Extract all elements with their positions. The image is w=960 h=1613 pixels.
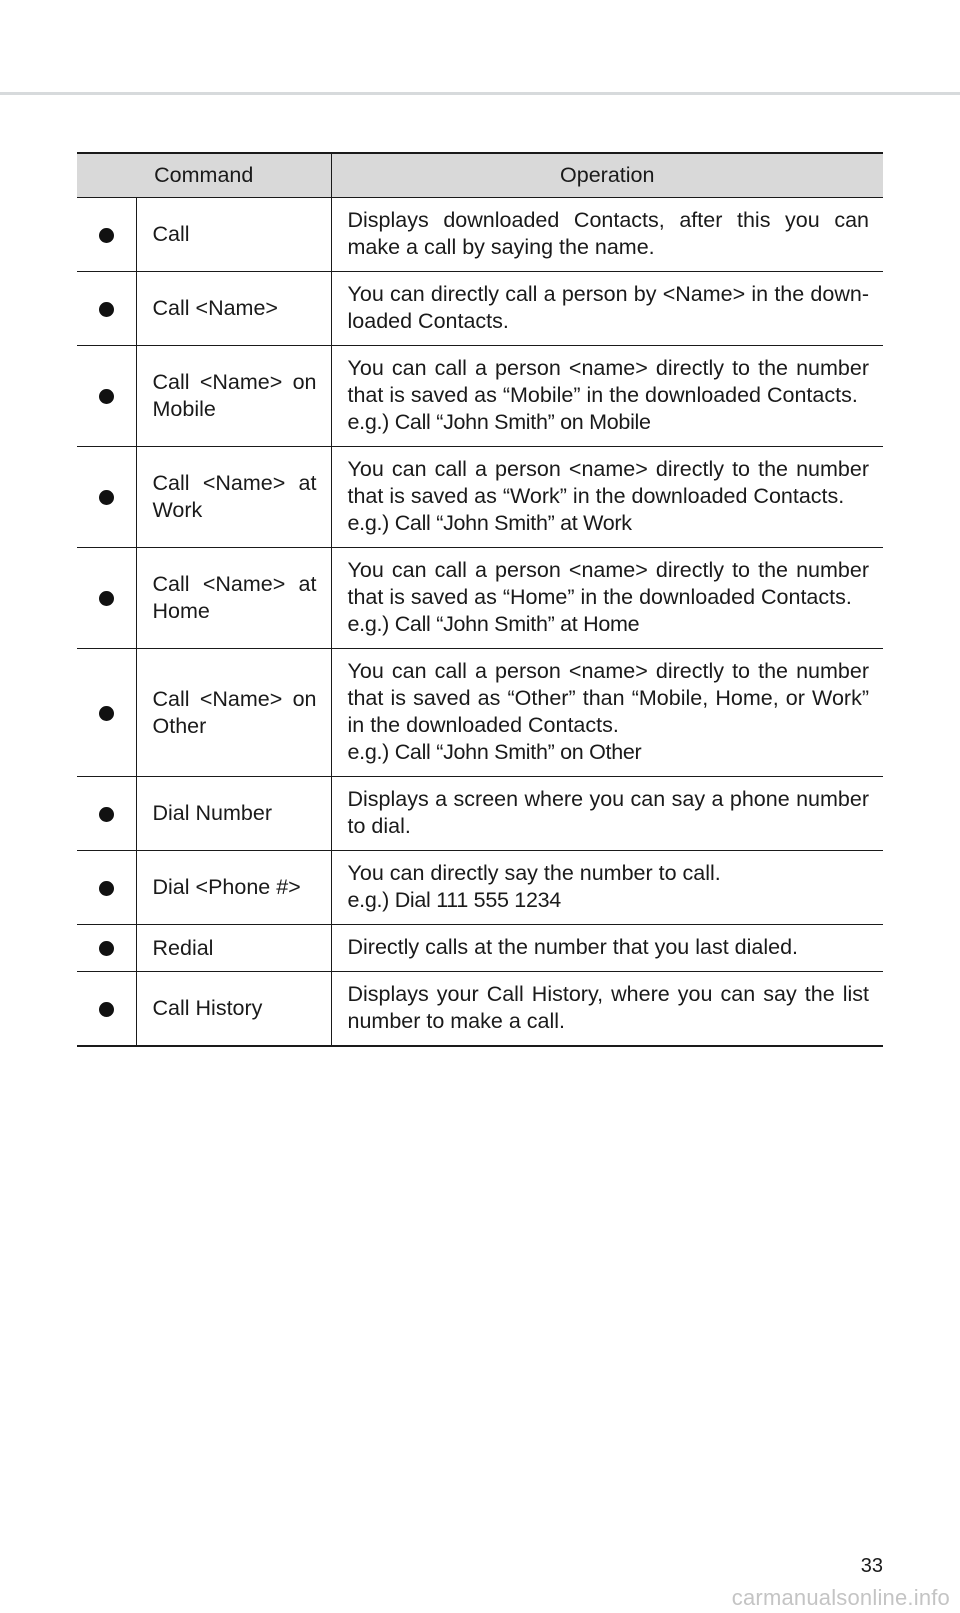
command-cell: Call <Name> — [136, 272, 331, 346]
table-row — [77, 548, 883, 649]
table-row — [77, 447, 883, 548]
bullet-icon — [99, 1002, 114, 1017]
table-row — [77, 346, 883, 447]
bullet-cell — [77, 851, 136, 925]
command-cell: Call <Name> on Mobile — [136, 346, 331, 447]
bullet-icon — [99, 490, 114, 505]
command-cell: Call History — [136, 972, 331, 1047]
bullet-cell — [77, 777, 136, 851]
operation-cell — [331, 198, 883, 272]
operation-text: Directly calls at the number that you last dialed. — [347, 935, 799, 959]
header-rule — [0, 92, 960, 95]
operation-cell — [331, 851, 883, 925]
command-column-header: Command — [77, 153, 331, 198]
operation-text: You can call a person <name> directly to the number that is saved as “Work” in the downloaded Contacts. — [347, 457, 869, 508]
command-cell: Call <Name> on Other — [136, 649, 331, 777]
table-row — [77, 851, 883, 925]
operation-cell — [331, 925, 883, 972]
bullet-icon — [99, 807, 114, 822]
operation-cell — [331, 272, 883, 346]
operation-text: You can call a person <name> directly to the number that is saved as “Home” in the downloaded Contacts. — [347, 558, 869, 609]
operation-cell — [331, 777, 883, 851]
table-row — [77, 649, 883, 777]
table-row — [77, 272, 883, 346]
operation-cell — [331, 346, 883, 447]
voice-command-table — [77, 152, 883, 1047]
operation-cell — [331, 548, 883, 649]
bullet-cell — [77, 346, 136, 447]
operation-text: You can directly say the number to call. — [347, 861, 721, 885]
example-text: e.g.) Dial 111 555 1234 — [347, 888, 561, 912]
table-header-row — [77, 153, 883, 198]
operation-column-header: Operation — [331, 153, 883, 198]
bullet-icon — [99, 389, 114, 404]
bullet-icon — [99, 881, 114, 896]
command-cell: Dial <Phone #> — [136, 851, 331, 925]
table-row — [77, 972, 883, 1047]
operation-cell — [331, 649, 883, 777]
operation-cell — [331, 447, 883, 548]
bullet-icon — [99, 591, 114, 606]
watermark: carmanualsonline.info — [731, 1585, 950, 1610]
example-text: e.g.) Call “John Smith” at Work — [347, 511, 632, 535]
command-cell: Call — [136, 198, 331, 272]
bullet-cell — [77, 198, 136, 272]
bullet-icon — [99, 941, 114, 956]
operation-text: You can call a person <name> directly to the number that is saved as “Mobile” in the downloaded Contacts. — [347, 356, 869, 407]
operation-text: Displays a screen where you can say a phone number to dial. — [347, 787, 869, 838]
bullet-icon — [99, 706, 114, 721]
page-number: 33 — [860, 1555, 883, 1577]
operation-text: You can call a person <name> directly to the number that is saved as “Other” than “Mobile, Home, or Work” in the downloaded Contacts. — [347, 659, 869, 737]
operation-text: Displays your Call History, where you can say the list number to make a call. — [347, 982, 869, 1033]
example-text: e.g.) Call “John Smith” on Mobile — [347, 410, 651, 434]
bullet-cell — [77, 548, 136, 649]
table-row — [77, 925, 883, 972]
bullet-cell — [77, 447, 136, 548]
command-cell: Dial Number — [136, 777, 331, 851]
bullet-cell — [77, 972, 136, 1047]
bullet-cell — [77, 272, 136, 346]
operation-text: Displays downloaded Contacts, after this you can make a call by saying the name. — [347, 208, 869, 259]
example-text: e.g.) Call “John Smith” on Other — [347, 740, 642, 764]
command-cell: Redial — [136, 925, 331, 972]
bullet-cell — [77, 925, 136, 972]
table-row — [77, 198, 883, 272]
table-row — [77, 777, 883, 851]
bullet-icon — [99, 302, 114, 317]
operation-cell — [331, 972, 883, 1047]
table-body — [77, 198, 883, 1047]
bullet-cell — [77, 649, 136, 777]
command-cell: Call <Name> at Work — [136, 447, 331, 548]
operation-text: You can directly call a person by <Name> in the down-loaded Contacts. — [347, 282, 869, 333]
command-cell: Call <Name> at Home — [136, 548, 331, 649]
bullet-icon — [99, 228, 114, 243]
example-text: e.g.) Call “John Smith” at Home — [347, 612, 640, 636]
